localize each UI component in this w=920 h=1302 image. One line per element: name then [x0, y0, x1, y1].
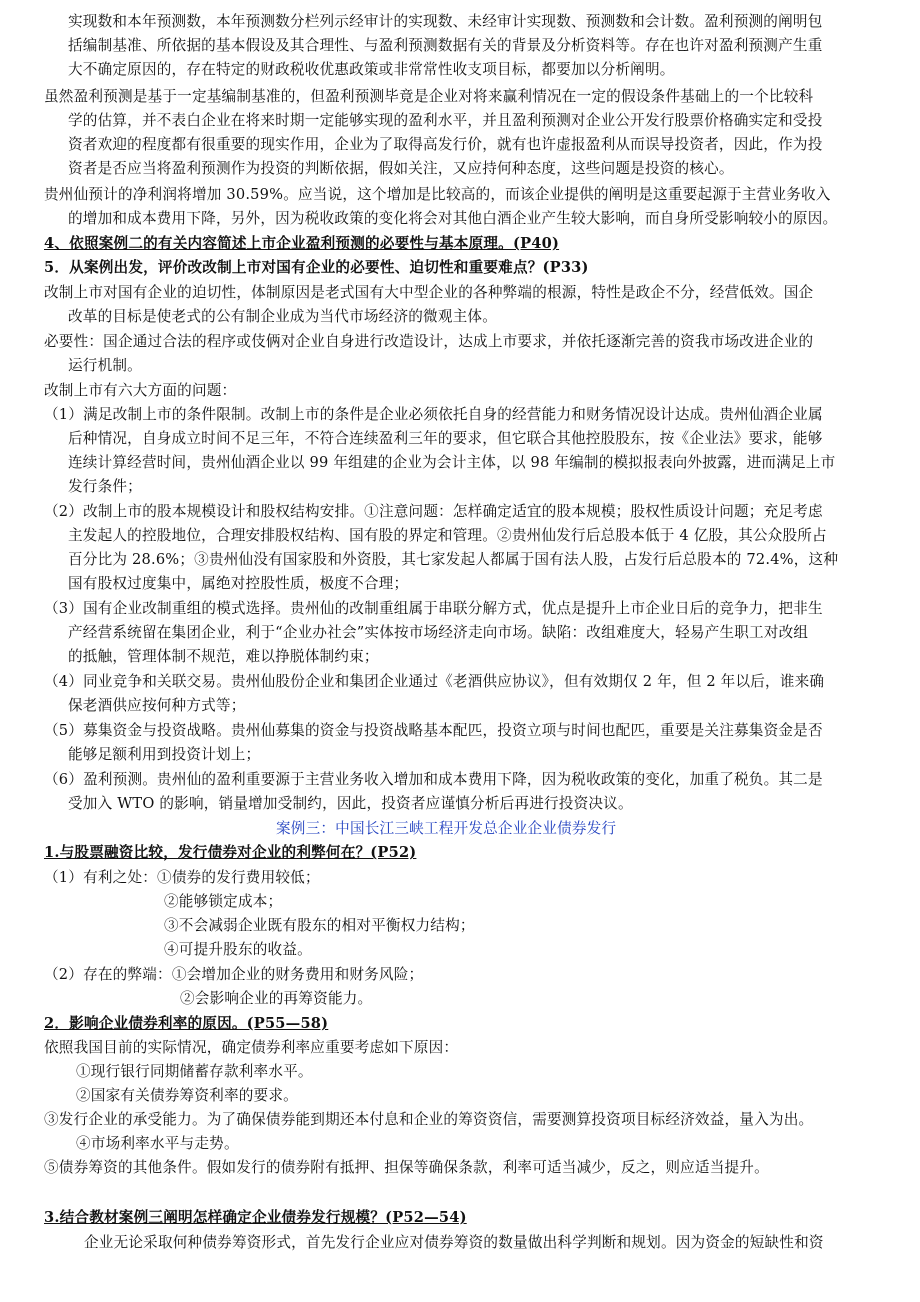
text-line: ①现行银行同期储蓄存款利率水平。: [76, 1063, 313, 1080]
text-line: 受加入 WTO 的影响，销量增加受制约，因此，投资者应谨慎分析后再进行投资决议。: [68, 795, 633, 812]
text-line: （1）有利之处：①债券的发行费用较低；: [44, 869, 320, 886]
text-line: ④市场利率水平与走势。: [76, 1135, 239, 1152]
text-line: 必要性：国企通过合法的程序或伎俩对企业自身进行改造设计，达成上市要求，并依托逐渐完善的资我市场改进企业的: [44, 333, 814, 350]
text-line: 保老酒供应按何种方式等；: [68, 697, 246, 714]
text-line: 产经营系统留在集团企业，利于“企业办社会”实体按市场经济走向市场。缺陷：改组难度大，轻易产生职工对改组: [68, 624, 809, 641]
text-line: 的抵触，管理体制不规范，难以挣脱体制约束；: [68, 648, 379, 665]
text-line: 后种情况，自身成立时间不足三年，不符合连续盈利三年的要求，但它联合其他控股股东，按《企业法》要求，能够: [68, 430, 823, 447]
text-line: （4）同业竞争和关联交易。贵州仙股份企业和集团企业通过《老酒供应协议》，但有效期仅 2 年，但 2 年以后，谁来确: [44, 673, 825, 690]
text-line: 改制上市对国有企业的迫切性，体制原因是老式国有大中型企业的各种弊端的根源，特性是政企不分，经营低效。国企: [44, 284, 814, 301]
text-line: 虽然盈利预测是基于一定基编制基准的，但盈利预测毕竟是企业对将来赢利情况在一定的假设条件基础上的一个比较科: [44, 88, 814, 105]
text-line: 依照我国目前的实际情况，确定债券利率应重要考虑如下原因：: [44, 1039, 459, 1056]
text-line: 括编制基准、所依据的基本假设及其合理性、与盈利预测数据有关的背景及分析资料等。存在也许对盈利预测产生重: [68, 37, 823, 54]
text-line: 企业无论采取何种债券筹资形式，首先发行企业应对债券筹资的数量做出科学判断和规划。因为资金的短缺性和资: [84, 1234, 824, 1251]
text-line: ④可提升股东的收益。: [164, 941, 312, 958]
text-line: 能够足额利用到投资计划上；: [68, 746, 261, 763]
text-line: ②国家有关债券筹资利率的要求。: [76, 1087, 298, 1104]
text-line: ⑤债券筹资的其他条件。假如发行的债券附有抵押、担保等确保条款，利率可适当减少，反之，则应适当提升。: [44, 1159, 769, 1176]
text-line: （2）存在的弊端：①会增加企业的财务费用和财务风险；: [44, 966, 424, 983]
text-line: 国有股权过度集中，属绝对控股性质，极度不合理；: [68, 575, 409, 592]
text-line: ②会影响企业的再筹资能力。: [180, 990, 373, 1007]
text-line: 的增加和成本费用下降，另外，因为税收政策的变化将会对其他白酒企业产生较大影响，而自身所受影响较小的原因。: [68, 210, 838, 227]
text-line: ③发行企业的承受能力。为了确保债券能到期还本付息和企业的筹资资信，需要测算投资项目标经济效益，量入为出。: [44, 1111, 814, 1128]
section-heading: 4、依照案例二的有关内容简述上市企业盈利预测的必要性与基本原理。(P40): [44, 235, 560, 252]
text-line: ③不会减弱企业既有股东的相对平衡权力结构；: [164, 917, 475, 934]
text-line: 大不确定原因的，存在特定的财政税收优惠政策或非常常性收支项目标，都要加以分析阐明。: [68, 61, 675, 78]
text-line: 改革的目标是使老式的公有制企业成为当代市场经济的微观主体。: [68, 308, 498, 325]
text-line: （5）募集资金与投资战略。贵州仙募集的资金与投资战略基本配匹，投资立项与时间也配匹，重要是关注募集资金是否: [44, 722, 823, 739]
text-line: 贵州仙预计的净利润将增加 30.59%。应当说，这个增加是比较高的，而该企业提供的阐明是这重要起源于主营业务收入: [44, 186, 831, 203]
text-line: （3）国有企业改制重组的模式选择。贵州仙的改制重组属于串联分解方式，优点是提升上市企业日后的竞争力，把非生: [44, 600, 823, 617]
text-line: 改制上市有六大方面的问题：: [44, 382, 237, 399]
text-line: （6）盈利预测。贵州仙的盈利重要源于主营业务收入增加和成本费用下降，因为税收政策的变化，加重了税负。其二是: [44, 771, 823, 788]
case-title: 案例三：中国长江三峡工程开发总企业企业债券发行: [276, 820, 617, 837]
section-heading: 5．从案例出发，评价改改制上市对国有企业的必要性、迫切性和重要难点？(P33): [44, 259, 589, 276]
text-line: 资者欢迎的程度都有很重要的现实作用，企业为了取得高发行价，就有也许虚报盈利从而误导投资者，因此，作为投: [68, 136, 823, 153]
text-line: ②能够锁定成本；: [164, 893, 283, 910]
section-heading: 3.结合教材案例三阐明怎样确定企业债券发行规模？(P52—54): [44, 1209, 467, 1226]
text-line: 资者是否应当将盈利预测作为投资的判断依据，假如关注，又应持何种态度，这些问题是投资的核心。: [68, 160, 734, 177]
text-line: 主发起人的控股地位，合理安排股权结构、国有股的界定和管理。②贵州仙发行后总股本低于 4 亿股，其公众股所占: [68, 527, 827, 544]
text-line: 运行机制。: [68, 357, 142, 374]
section-heading: 2．影响企业债券利率的原因。(P55—58): [44, 1015, 329, 1032]
text-line: 实现数和本年预测数，本年预测数分栏列示经审计的实现数、未经审计实现数、预测数和会计数。盈利预测的阐明包: [68, 13, 823, 30]
text-line: 发行条件；: [68, 478, 142, 495]
text-line: 学的估算，并不表白企业在将来时期一定能够实现的盈利水平，并且盈利预测对企业公开发行股票价格确实定和受投: [68, 112, 823, 129]
section-heading: 1.与股票融资比较，发行债券对企业的利弊何在？(P52): [44, 844, 417, 861]
text-line: 连续计算经营时间，贵州仙酒企业以 99 年组建的企业为会计主体，以 98 年编制的模拟报表向外披露，进而满足上市: [68, 454, 836, 471]
text-line: （2）改制上市的股本规模设计和股权结构安排。①注意问题：怎样确定适宜的股本规模；股权性质设计问题；充足考虑: [44, 503, 823, 520]
text-line: 百分比为 28.6%；③贵州仙没有国家股和外资股，其七家发起人都属于国有法人股，占发行后总股本的 72.4%，这种: [68, 551, 839, 568]
text-line: （1）满足改制上市的条件限制。改制上市的条件是企业必须依托自身的经营能力和财务情况设计达成。贵州仙酒企业属: [44, 406, 823, 423]
